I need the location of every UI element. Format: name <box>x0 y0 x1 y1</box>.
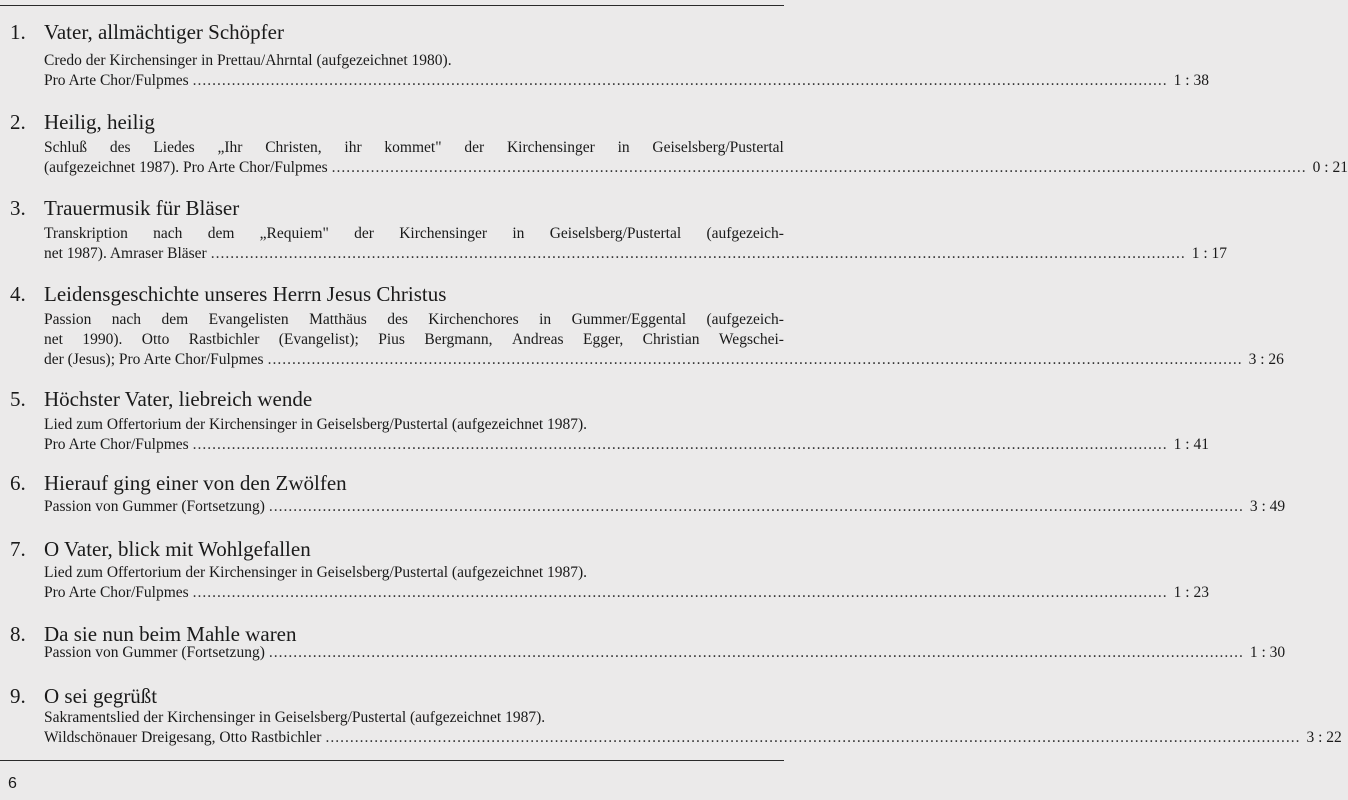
leader-dots: ........................................................................................................................................................................................................ <box>192 72 1168 89</box>
word: des <box>387 311 408 328</box>
word: dem <box>161 311 189 328</box>
credit-text: Pro Arte Chor/Fulpmes <box>44 436 189 453</box>
word: Wegschei- <box>718 331 784 348</box>
description-line <box>44 310 784 330</box>
credit-line <box>44 71 1209 91</box>
word: Egger, <box>583 331 624 348</box>
track-title: Hierauf ging einer von den Zwölfen <box>44 471 347 495</box>
track-number: 3. <box>10 196 26 220</box>
track-title: Da sie nun beim Mahle waren <box>44 622 297 646</box>
track-duration: 3 : 49 <box>1249 498 1286 515</box>
word: nach <box>153 225 183 242</box>
word: Christen, <box>265 139 322 156</box>
description-line <box>44 138 784 158</box>
page-number: 6 <box>8 775 17 792</box>
track-number: 1. <box>10 20 26 44</box>
track-duration: 1 : 38 <box>1173 72 1209 89</box>
track-description <box>44 224 1228 264</box>
description-line: Sakramentslied der Kirchensinger in Geiselsberg/Pustertal (aufgezeichnet 1987). <box>44 709 546 726</box>
credit-text: Pro Arte Chor/Fulpmes <box>44 72 189 89</box>
track-description <box>44 643 1286 663</box>
word: (aufgezeich- <box>706 225 784 242</box>
credit-line <box>44 158 1348 178</box>
credit-text: Wildschönauer Dreigesang, Otto Rastbichler <box>44 729 322 746</box>
word: Christian <box>642 331 700 348</box>
leader-dots: ........................................................................................................................................................................................................ <box>192 584 1168 601</box>
word: ihr <box>344 139 362 156</box>
track-title: Leidensgeschichte unseres Herrn Jesus Christus <box>44 282 447 306</box>
word: 1990). <box>82 331 123 348</box>
track-duration: 1 : 41 <box>1173 436 1209 453</box>
word: (aufgezeich- <box>706 311 784 328</box>
word: (Evangelist); <box>278 331 359 348</box>
track-number: 8. <box>10 622 26 646</box>
word: Kirchenchores <box>428 311 519 328</box>
leader-dots: ........................................................................................................................................................................................................ <box>210 245 1186 262</box>
track-number: 5. <box>10 387 26 411</box>
track-number: 9. <box>10 684 26 708</box>
track-title: Heilig, heilig <box>44 110 155 134</box>
word: der <box>464 139 485 156</box>
track-description <box>44 310 1284 370</box>
leader-dots: ........................................................................................................................................................................................................ <box>325 729 1301 746</box>
credit-text: Pro Arte Chor/Fulpmes <box>44 584 189 601</box>
leader-dots: ........................................................................................................................................................................................................ <box>192 436 1168 453</box>
word: Kirchensinger <box>399 225 488 242</box>
track-description <box>44 138 1348 178</box>
track-description <box>44 415 1209 455</box>
word: nach <box>111 311 142 328</box>
credit-line <box>44 728 1342 748</box>
track-duration: 3 : 22 <box>1306 729 1342 746</box>
description-line <box>44 330 784 350</box>
word: in <box>512 225 525 242</box>
word: Kirchensinger <box>506 139 595 156</box>
description-line: Lied zum Offertorium der Kirchensinger in Geiselsberg/Pustertal (aufgezeichnet 1987). <box>44 564 588 581</box>
description-line: Credo der Kirchensinger in Prettau/Ahrntal (aufgezeichnet 1980). <box>44 52 452 69</box>
word: dem <box>207 225 235 242</box>
word: kommet" <box>384 139 442 156</box>
track-title: Höchster Vater, liebreich wende <box>44 387 313 411</box>
credit-line <box>44 244 1228 264</box>
track-description <box>44 708 1342 748</box>
description-line: Lied zum Offertorium der Kirchensinger in Geiselsberg/Pustertal (aufgezeichnet 1987). <box>44 416 588 433</box>
track-number: 4. <box>10 282 26 306</box>
word: in <box>539 311 552 328</box>
word: Bergmann, <box>424 331 493 348</box>
track-number: 2. <box>10 110 26 134</box>
word: Transkription <box>44 225 128 242</box>
word: Evangelisten <box>208 311 289 328</box>
word: „Ihr <box>217 139 243 156</box>
leader-dots: ........................................................................................................................................................................................................ <box>267 351 1243 368</box>
track-duration: 0 : 21 <box>1312 159 1348 176</box>
track-duration: 1 : 23 <box>1173 584 1209 601</box>
leader-dots: ........................................................................................................................................................................................................ <box>268 644 1244 661</box>
track-title: Trauermusik für Bläser <box>44 196 240 220</box>
word: Passion <box>44 311 92 328</box>
track-title: O Vater, blick mit Wohlgefallen <box>44 537 311 561</box>
description-line <box>44 224 784 244</box>
credit-line <box>44 497 1286 517</box>
word: Geiselsberg/Pustertal <box>549 225 682 242</box>
word: Pius <box>378 331 405 348</box>
track-duration: 1 : 30 <box>1249 644 1286 661</box>
word: Rastbichler <box>188 331 260 348</box>
track-duration: 3 : 26 <box>1248 351 1284 368</box>
word: Schluß <box>44 139 88 156</box>
track-description <box>44 497 1286 517</box>
credit-line <box>44 583 1209 603</box>
top-rule <box>0 5 784 6</box>
track-description <box>44 51 1209 91</box>
word: in <box>617 139 630 156</box>
word: des <box>109 139 131 156</box>
leader-dots: ........................................................................................................................................................................................................ <box>331 159 1307 176</box>
word: Liedes <box>153 139 195 156</box>
credit-text: Passion von Gummer (Fortsetzung) <box>44 644 265 661</box>
credit-line <box>44 643 1286 663</box>
credit-text: (aufgezeichnet 1987). Pro Arte Chor/Fulpmes <box>44 159 328 176</box>
credit-text: net 1987). Amraser Bläser <box>44 245 207 262</box>
word: Otto <box>141 331 170 348</box>
track-title: Vater, allmächtiger Schöpfer <box>44 20 284 44</box>
word: der <box>354 225 374 242</box>
credit-text: der (Jesus); Pro Arte Chor/Fulpmes <box>44 351 264 368</box>
track-title: O sei gegrüßt <box>44 684 158 708</box>
word: Geiselsberg/Pustertal <box>652 139 784 156</box>
track-number: 6. <box>10 471 26 495</box>
word: Gummer/Eggental <box>571 311 687 328</box>
credit-line <box>44 350 1284 370</box>
word: „Requiem" <box>259 225 329 242</box>
credit-line <box>44 435 1209 455</box>
track-duration: 1 : 17 <box>1191 245 1228 262</box>
bottom-rule <box>0 760 784 761</box>
leader-dots: ........................................................................................................................................................................................................ <box>268 498 1244 515</box>
word: Matthäus <box>309 311 367 328</box>
credit-text: Passion von Gummer (Fortsetzung) <box>44 498 265 515</box>
track-description <box>44 563 1209 603</box>
track-number: 7. <box>10 537 26 561</box>
word: net <box>44 331 63 348</box>
word: Andreas <box>511 331 564 348</box>
